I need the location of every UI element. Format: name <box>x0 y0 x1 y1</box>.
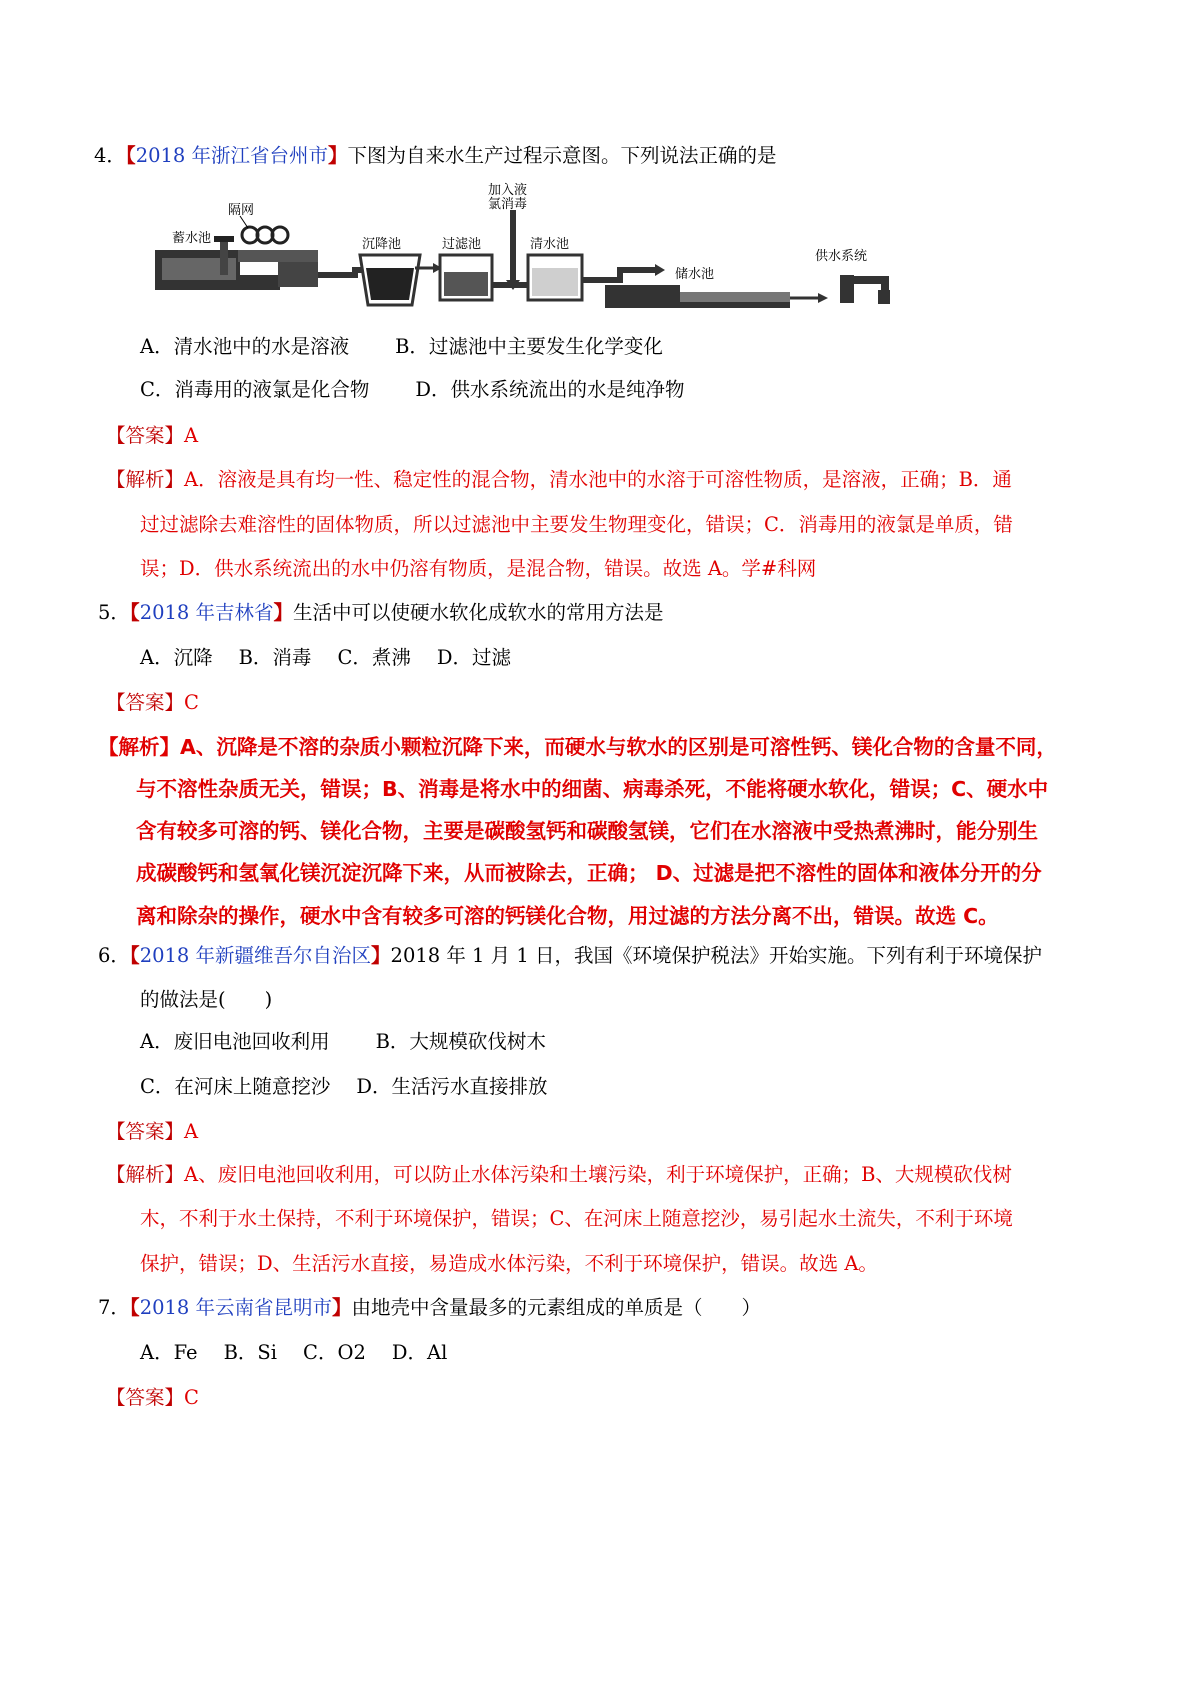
option-a[interactable]: A．清水池中的水是溶液 <box>140 335 350 358</box>
answer-value: C <box>184 1386 199 1409</box>
q5-options-row <box>140 645 511 671</box>
question-number: 7． <box>98 1296 130 1319</box>
q5-analysis-line-4: 成碳酸钙和氢氧化镁沉淀沉降下来，从而被除去，正确； D、过滤是把不溶性的固体和液体分开的分 <box>136 861 1042 885</box>
q6-options-row-1 <box>140 1029 546 1055</box>
question-stem: 生活中可以使硬水软化成软水的常用方法是 <box>293 601 664 624</box>
faucet-icon <box>840 275 890 304</box>
label-supply: 供水系统 <box>815 249 868 264</box>
question-source: 2018 年云南省昆明市 <box>139 1296 333 1319</box>
clear-water-tank <box>528 255 582 300</box>
settling-tank <box>360 255 420 305</box>
answer-value: A <box>184 1120 199 1143</box>
answer-label: 【答案】 <box>106 424 185 447</box>
q5-stem-line: 5．【2018 年吉林省】生活中可以使硬水软化成软水的常用方法是 <box>98 601 664 624</box>
option-d[interactable]: D．Al <box>391 1341 448 1364</box>
option-a[interactable]: A．沉降 <box>140 646 213 669</box>
question-stem: 下图为自来水生产过程示意图。下列说法正确的是 <box>347 144 777 167</box>
q6-stem-line-2: 的做法是( ) <box>140 988 273 1011</box>
option-a[interactable]: A．Fe <box>140 1341 198 1364</box>
q4-options-row-2 <box>140 377 685 403</box>
question-source: 2018 年新疆维吾尔自治区 <box>139 944 372 967</box>
option-c[interactable]: C．消毒用的液氯是化合物 <box>140 378 370 401</box>
q6-analysis-line-1: 【解析】A、废旧电池回收利用，可以防止水体污染和土壤污染，利于环境保护，正确；B、大规模砍伐树 <box>106 1163 1012 1186</box>
analysis-label: 【解析】 <box>106 1163 185 1186</box>
storage-tank <box>605 285 790 308</box>
answer-label: 【答案】 <box>106 1120 185 1143</box>
option-c[interactable]: C．在河床上随意挖沙 <box>140 1075 331 1098</box>
q5-analysis-line-3: 含有较多可溶的钙、镁化合物，主要是碳酸氢钙和碳酸氢镁，它们在水溶液中受热煮沸时，能分别生 <box>136 819 1038 843</box>
question-stem: 由地壳中含量最多的元素组成的单质是（ ） <box>351 1296 762 1319</box>
option-a[interactable]: A．废旧电池回收利用 <box>140 1030 330 1053</box>
q6-analysis-line-2: 木，不利于水土保持，不利于环境保护，错误；C、在河床上随意挖沙，易引起水土流失，不利于环境 <box>140 1207 1013 1230</box>
filter-tank <box>440 255 492 300</box>
question-source: 2018 年浙江省台州市 <box>135 144 329 167</box>
question-stem: 2018 年 1 月 1 日，我国《环境保护税法》开始实施。下列有利于环境保护 <box>390 944 1042 967</box>
q5-analysis-line-5: 离和除杂的操作，硬水中含有较多可溶的钙镁化合物，用过滤的方法分离不出，错误。故选 C。 <box>136 904 999 928</box>
q6-options-row-2 <box>140 1074 548 1100</box>
question-number: 6． <box>98 944 130 967</box>
water-treatment-diagram <box>150 180 910 320</box>
label-storage: 储水池 <box>675 267 715 282</box>
q4-analysis-line-2: 过过滤除去难溶性的固体物质，所以过滤池中主要发生物理变化，错误；C．消毒用的液氯是单质，错 <box>140 513 1013 536</box>
analysis-label: 【解析】 <box>98 735 180 759</box>
option-c[interactable]: C．煮沸 <box>337 646 411 669</box>
q4-stem-line: 4．【2018 年浙江省台州市】下图为自来水生产过程示意图。下列说法正确的是 <box>94 144 777 167</box>
q5-analysis-line-2: 与不溶性杂质无关，错误；B、消毒是将水中的细菌、病毒杀死，不能将硬水软化，错误；C、硬水中 <box>136 777 1049 801</box>
label-chlorine-2: 氯消毒 <box>488 197 528 212</box>
q6-stem-line-1: 6．【2018 年新疆维吾尔自治区】2018 年 1 月 1 日，我国《环境保护税法》开始实施。下列有利于环境保护 <box>98 944 1042 967</box>
label-reservoir: 蓄水池 <box>172 231 212 246</box>
option-c[interactable]: C．O2 <box>303 1341 366 1364</box>
q7-answer <box>106 1385 199 1411</box>
option-d[interactable]: D．过滤 <box>436 646 511 669</box>
answer-label: 【答案】 <box>106 1386 185 1409</box>
analysis-label: 【解析】 <box>106 468 185 491</box>
question-number: 5． <box>98 601 130 624</box>
q6-analysis-line-3: 保护，错误；D、生活污水直接，易造成水体污染，不利于环境保护，错误。故选 A。 <box>140 1252 878 1275</box>
q5-analysis-line-1: 【解析】A、沉降是不溶的杂质小颗粒沉降下来，而硬水与软水的区别是可溶性钙、镁化合物的含量不同， <box>98 735 1057 759</box>
question-number: 4． <box>94 144 126 167</box>
label-chlorine-1: 加入液 <box>488 183 528 198</box>
option-d[interactable]: D．供水系统流出的水是纯净物 <box>415 378 685 401</box>
question-source: 2018 年吉林省 <box>139 601 274 624</box>
option-b[interactable]: B．Si <box>223 1341 278 1364</box>
option-b[interactable]: B．过滤池中主要发生化学变化 <box>395 335 663 358</box>
answer-label: 【答案】 <box>106 691 185 714</box>
q4-options-row-1 <box>140 334 663 360</box>
q4-answer <box>106 423 198 449</box>
q7-stem-line: 7．【2018 年云南省昆明市】由地壳中含量最多的元素组成的单质是（ ） <box>98 1296 762 1319</box>
label-clear: 清水池 <box>530 237 570 252</box>
q7-options-row <box>140 1340 447 1366</box>
q6-answer <box>106 1119 198 1145</box>
option-d[interactable]: D．生活污水直接排放 <box>356 1075 548 1098</box>
option-b[interactable]: B．大规模砍伐树木 <box>375 1030 546 1053</box>
label-filter: 过滤池 <box>442 237 482 252</box>
label-settling: 沉降池 <box>362 237 402 252</box>
q4-analysis-line-3: 误；D．供水系统流出的水中仍溶有物质，是混合物，错误。故选 A。学#科网 <box>140 557 817 580</box>
option-b[interactable]: B．消毒 <box>238 646 312 669</box>
answer-value: C <box>184 691 199 714</box>
q4-analysis-line-1: 【解析】A．溶液是具有均一性、稳定性的混合物，清水池中的水溶于可溶性物质，是溶液，正确；B．通 <box>106 468 1012 491</box>
q5-answer <box>106 690 199 716</box>
label-screen: 隔网 <box>228 203 255 218</box>
answer-value: A <box>184 424 199 447</box>
